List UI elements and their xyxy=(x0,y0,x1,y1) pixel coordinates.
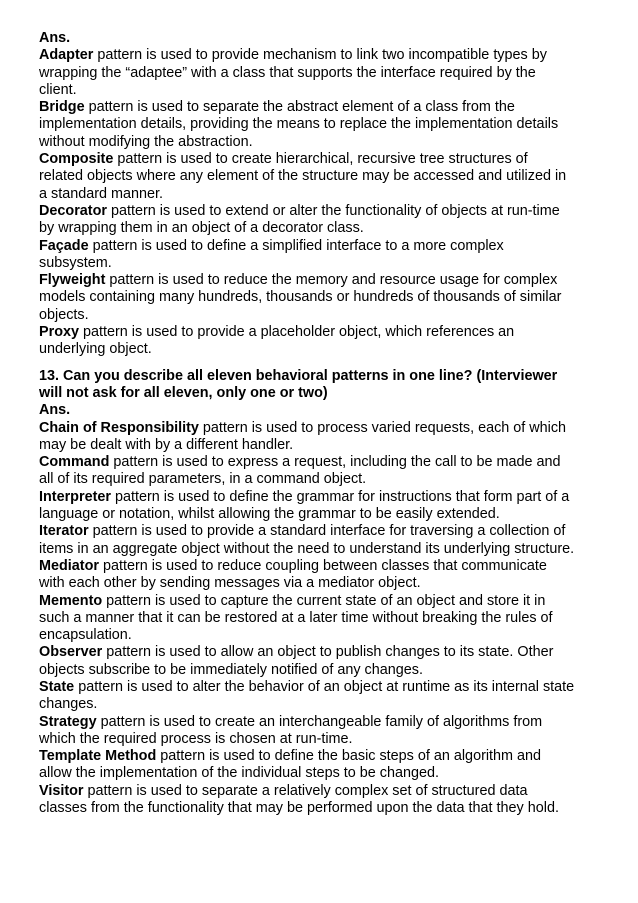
pattern-name: Composite xyxy=(39,151,114,168)
pattern-name: Façade xyxy=(39,237,89,254)
pattern-name: Observer xyxy=(39,644,103,661)
pattern-description: pattern is used to process varied requests, each of which xyxy=(198,419,567,436)
pattern-description: pattern is used to provide mechanism to link two incompatible types by xyxy=(93,47,547,64)
pattern-description: items in an aggregate object without the need to understand its underlying structure. xyxy=(39,540,575,557)
pattern-entry-template-method xyxy=(39,748,609,783)
pattern-description: a standard manner. xyxy=(39,185,163,202)
pattern-description: underlying object. xyxy=(39,341,152,358)
answer-label: Ans. xyxy=(39,402,71,419)
pattern-name: Iterator xyxy=(39,523,89,540)
pattern-description: without modifying the abstraction. xyxy=(39,133,253,150)
pattern-description: pattern is used to reduce the memory and resource usage for complex xyxy=(105,272,558,289)
pattern-entry-facade xyxy=(39,238,609,273)
pattern-name: Flyweight xyxy=(39,272,106,289)
pattern-name: Visitor xyxy=(39,782,84,799)
pattern-description: with each other by sending messages via a mediator object. xyxy=(39,575,421,592)
pattern-entry-interpreter xyxy=(39,489,609,524)
pattern-name: Strategy xyxy=(39,713,97,730)
pattern-entry-decorator xyxy=(39,203,609,238)
pattern-entry-bridge xyxy=(39,99,609,151)
question-heading: 13. Can you describe all eleven behavioral patterns in one line? (Interviewer xyxy=(39,367,558,384)
pattern-description: pattern is used to define a simplified interface to a more complex xyxy=(88,237,504,254)
pattern-description: pattern is used to reduce coupling between classes that communicate xyxy=(98,557,547,574)
pattern-entry-flyweight xyxy=(39,272,609,324)
pattern-entry-state xyxy=(39,679,609,714)
pattern-description: pattern is used to capture the current state of an object and store it in xyxy=(102,592,546,609)
structural-answer-section xyxy=(39,30,609,359)
pattern-description: such a manner that it can be restored at a later time without breaking the rules of xyxy=(39,609,553,626)
pattern-description: may be dealt with by a different handler. xyxy=(39,436,294,453)
pattern-description: pattern is used to alter the behavior of an object at runtime as its internal state xyxy=(74,678,575,695)
pattern-entry-visitor xyxy=(39,783,609,818)
answer-label: Ans. xyxy=(39,30,71,46)
question-heading: will not ask for all eleven, only one or two) xyxy=(39,384,328,401)
pattern-description: client. xyxy=(39,81,77,98)
pattern-description: language or notation, whilst allowing the grammar to be easily extended. xyxy=(39,506,500,523)
pattern-description: pattern is used to provide a placeholder object, which references an xyxy=(79,324,515,341)
pattern-description: encapsulation. xyxy=(39,627,132,644)
pattern-description: objects. xyxy=(39,306,89,323)
pattern-name: Mediator xyxy=(39,557,99,574)
pattern-description: which the required process is chosen at run-time. xyxy=(39,730,353,747)
pattern-name: Proxy xyxy=(39,324,79,341)
document-page xyxy=(39,30,609,817)
pattern-entry-composite xyxy=(39,151,609,203)
pattern-description: models containing many hundreds, thousands or hundreds of thousands of similar xyxy=(39,289,562,306)
pattern-entry-chain-of-responsibility xyxy=(39,420,609,455)
pattern-entry-command xyxy=(39,454,609,489)
pattern-name: Interpreter xyxy=(39,488,111,505)
pattern-name: Template Method xyxy=(39,748,157,765)
pattern-description: pattern is used to define the grammar for instructions that form part of a xyxy=(110,488,570,505)
pattern-name: Command xyxy=(39,454,110,471)
pattern-description: pattern is used to separate the abstract element of a class from the xyxy=(84,99,515,116)
pattern-description: pattern is used to allow an object to publish changes to its state. Other xyxy=(102,644,554,661)
pattern-name: Memento xyxy=(39,592,103,609)
pattern-description: pattern is used to express a request, including the call to be made and xyxy=(109,454,561,471)
pattern-name: Chain of Responsibility xyxy=(39,419,199,436)
pattern-name: State xyxy=(39,678,75,695)
pattern-entry-mediator xyxy=(39,558,609,593)
behavioral-question-section xyxy=(39,368,609,818)
pattern-description: pattern is used to create an interchangeable family of algorithms from xyxy=(96,713,543,730)
pattern-name: Decorator xyxy=(39,202,107,219)
pattern-entry-proxy xyxy=(39,324,609,359)
pattern-description: all of its required parameters, in a command object. xyxy=(39,471,367,488)
section-spacer xyxy=(39,359,609,368)
pattern-description: classes from the functionality that may be performed upon the data that they hold. xyxy=(39,800,559,817)
pattern-description: pattern is used to provide a standard interface for traversing a collection of xyxy=(88,523,566,540)
pattern-description: changes. xyxy=(39,696,98,713)
pattern-description: allow the implementation of the individual steps to be changed. xyxy=(39,765,439,782)
pattern-description: pattern is used to define the basic steps of an algorithm and xyxy=(156,748,542,765)
pattern-entry-strategy xyxy=(39,714,609,749)
pattern-description: wrapping the “adaptee” with a class that supports the interface required by the xyxy=(39,64,536,81)
pattern-entry-adapter xyxy=(39,47,609,99)
pattern-description: by wrapping them in an object of a decorator class. xyxy=(39,220,364,237)
pattern-description: objects subscribe to be immediately notified of any changes. xyxy=(39,661,423,678)
pattern-description: pattern is used to separate a relatively complex set of structured data xyxy=(83,782,528,799)
pattern-name: Adapter xyxy=(39,47,94,64)
pattern-entry-memento xyxy=(39,593,609,645)
pattern-description: pattern is used to extend or alter the functionality of objects at run-time xyxy=(106,202,560,219)
pattern-description: related objects where any element of the structure may be accessed and utilized in xyxy=(39,168,567,185)
pattern-name: Bridge xyxy=(39,99,85,116)
pattern-entry-iterator xyxy=(39,523,609,558)
pattern-entry-observer xyxy=(39,644,609,679)
pattern-description: implementation details, providing the means to replace the implementation details xyxy=(39,116,559,133)
pattern-description: subsystem. xyxy=(39,254,112,271)
pattern-description: pattern is used to create hierarchical, recursive tree structures of xyxy=(113,151,528,168)
